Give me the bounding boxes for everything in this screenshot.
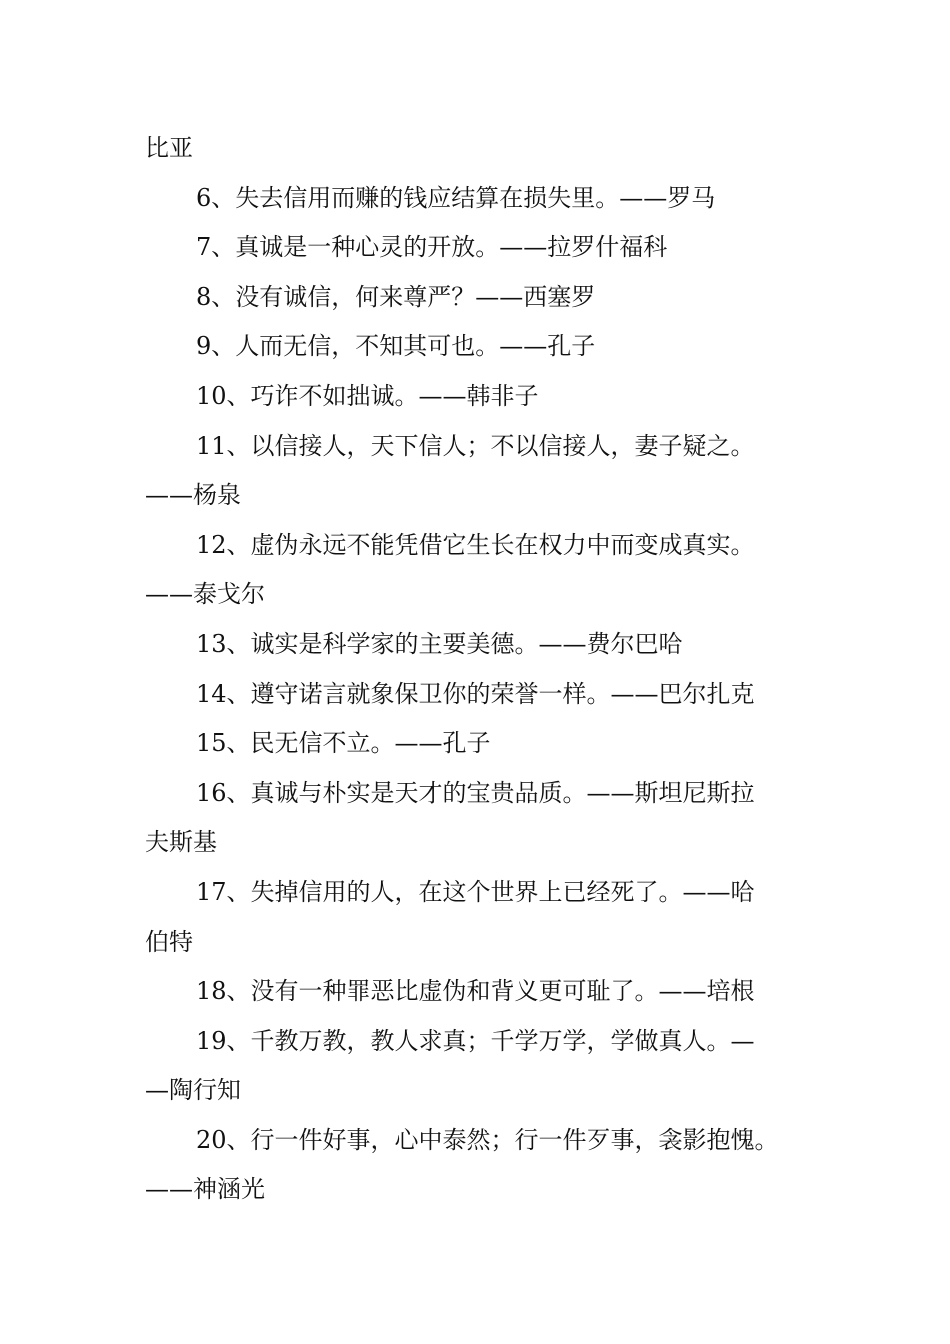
quote-6: 6、失去信用而赚的钱应结算在损失里。——罗马 [196,183,716,212]
quote-text-block [145,124,825,1215]
text-line: 比亚 [145,134,193,162]
quote-12: 12、虚伪永远不能凭借它生长在权力中而变成真实。 [196,530,755,559]
quote-19: 19、千教万教，教人求真；千学万学，学做真人。— [196,1026,755,1055]
quote-19-author: —陶行知 [145,1076,241,1105]
quote-11: 11、以信接人，天下信人；不以信接人，妻子疑之。 [196,431,755,460]
quote-17-author: 伯特 [145,927,193,956]
quote-13: 13、诚实是科学家的主要美德。——费尔巴哈 [196,629,683,658]
quote-17: 17、失掉信用的人，在这个世界上已经死了。——哈 [196,877,755,906]
quote-14: 14、遵守诺言就象保卫你的荣誉一样。——巴尔扎克 [196,679,755,708]
quote-10: 10、巧诈不如拙诚。——韩非子 [196,381,539,410]
quote-9: 9、人而无信，不知其可也。——孔子 [196,332,596,361]
quote-15: 15、民无信不立。——孔子 [196,729,491,758]
quote-16-author: 夫斯基 [145,828,217,857]
quote-18: 18、没有一种罪恶比虚伪和背义更可耻了。——培根 [196,977,755,1006]
quote-11-author: ——杨泉 [145,481,241,510]
quote-7: 7、真诚是一种心灵的开放。——拉罗什福科 [196,233,668,262]
quote-8: 8、没有诚信，何来尊严？——西塞罗 [196,282,596,311]
quote-12-author: ——泰戈尔 [145,580,265,609]
quote-20: 20、行一件好事，心中泰然；行一件歹事，衾影抱愧。 [196,1125,779,1154]
quote-16: 16、真诚与朴实是天才的宝贵品质。——斯坦尼斯拉 [196,778,755,807]
quote-20-author: ——神涵光 [145,1175,265,1204]
